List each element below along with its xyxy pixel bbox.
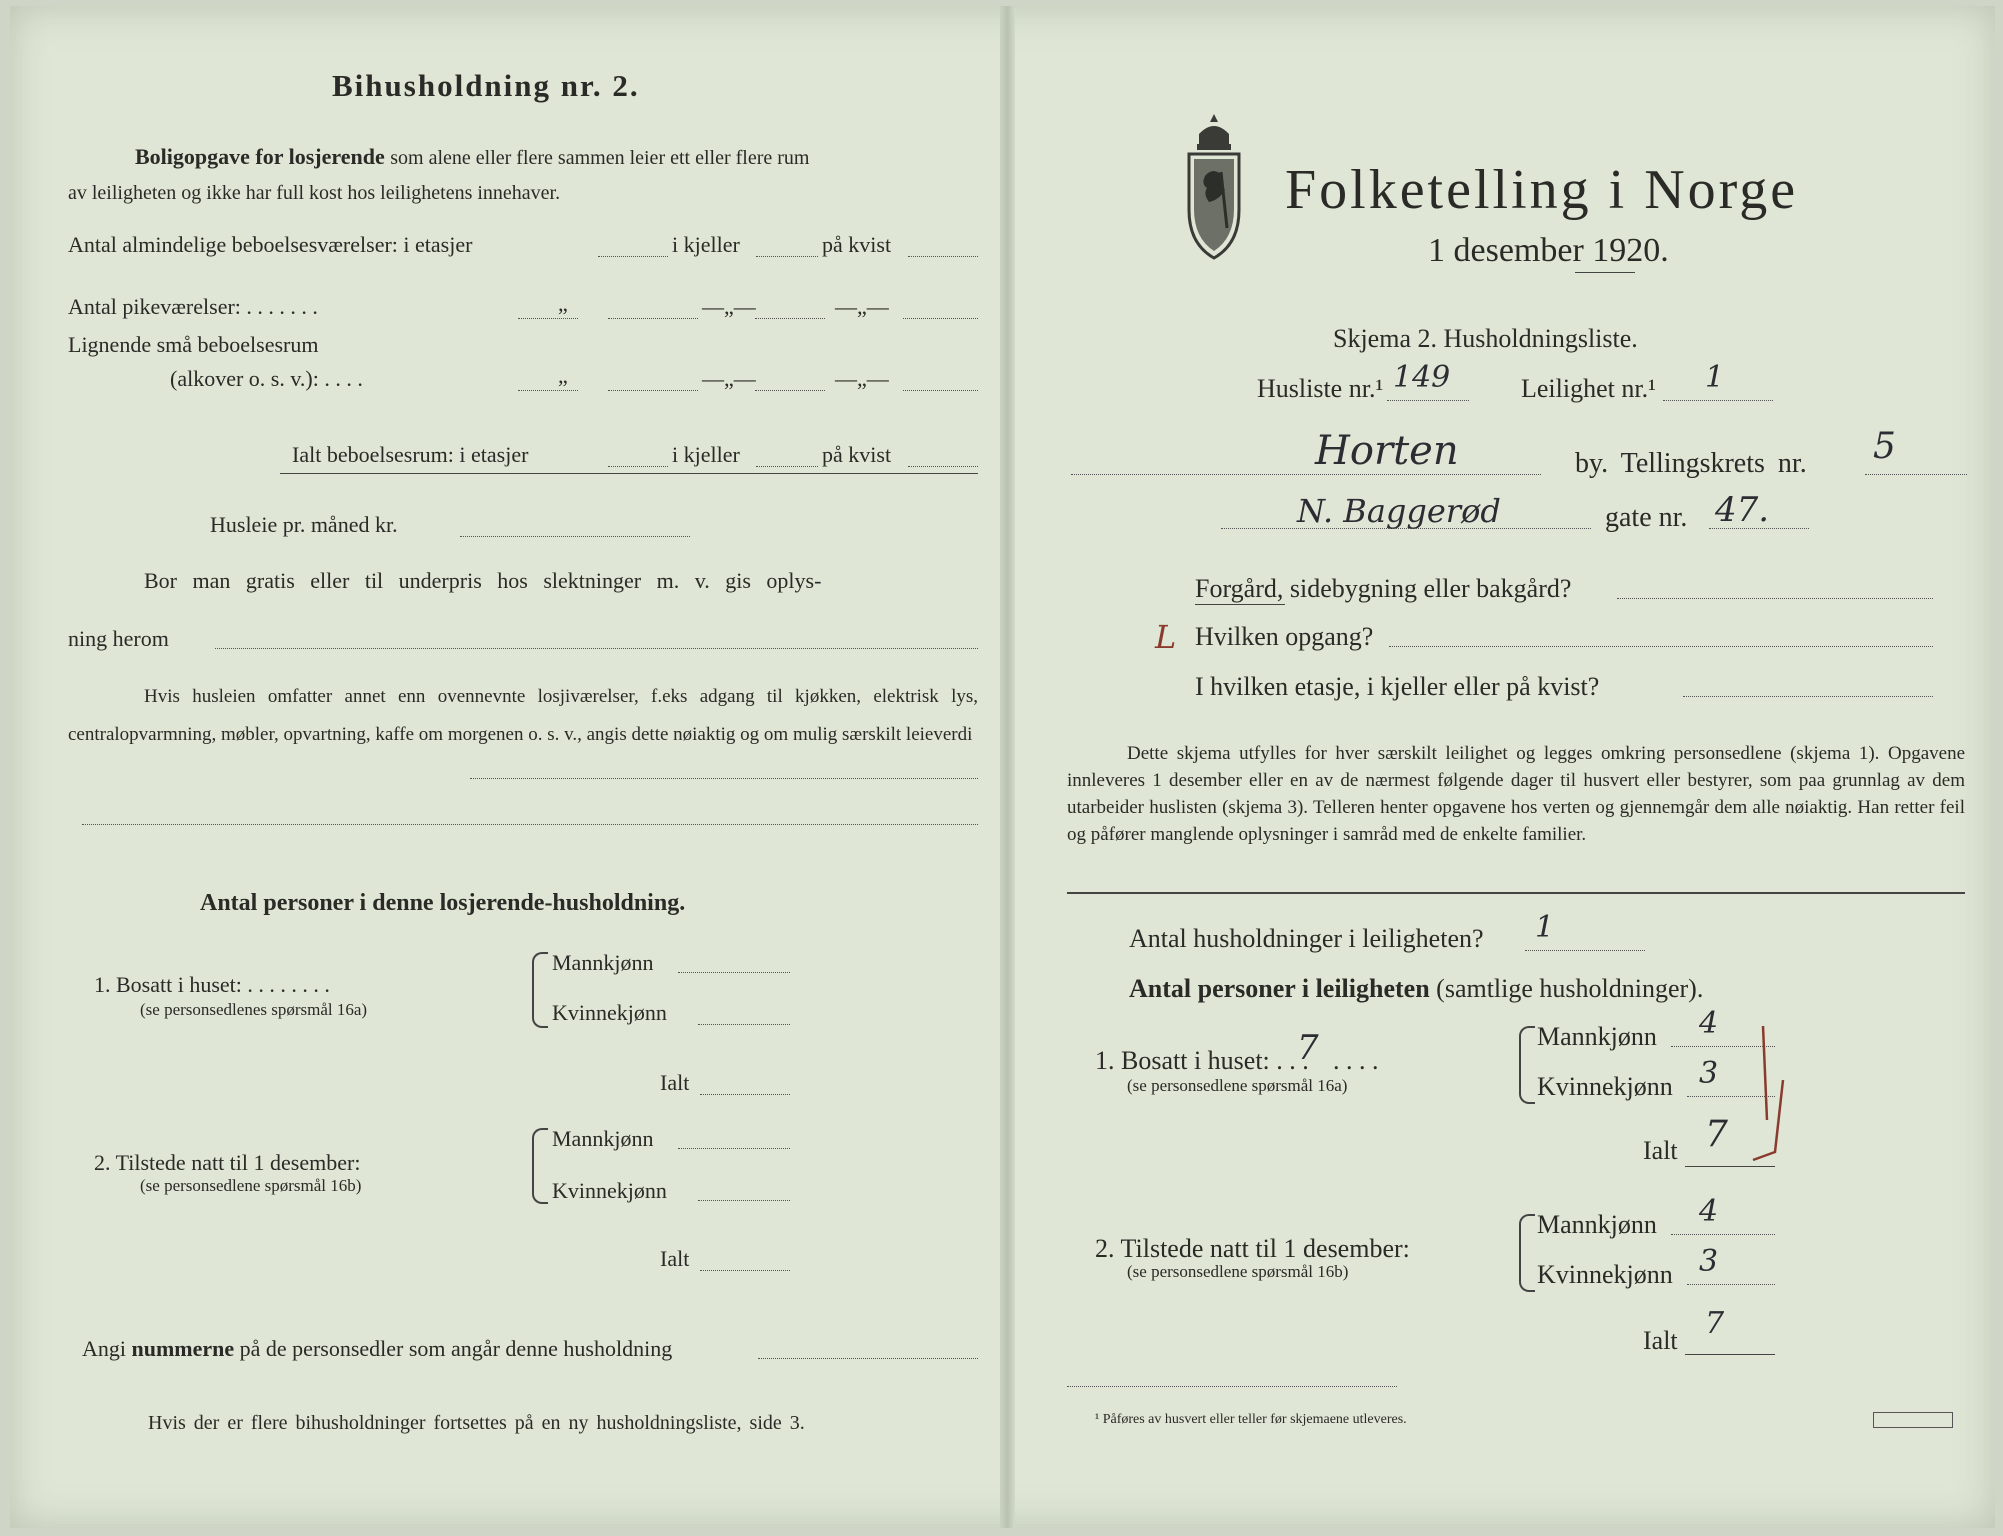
husliste-line: [1387, 400, 1469, 401]
rooms-kvist-label: på kvist: [822, 232, 892, 257]
q2-ialt-line[interactable]: [700, 1270, 790, 1271]
pike-ditto: „: [558, 291, 568, 316]
r-q1-brace: [1519, 1026, 1535, 1104]
left-page: [10, 6, 1000, 1528]
husliste-label: Husliste nr.¹: [1257, 374, 1384, 403]
r-q1-kvinne-value[interactable]: 3: [1699, 1056, 1719, 1091]
r-q1-mann-value[interactable]: 4: [1699, 1006, 1719, 1041]
husleie-label: Husleie pr. måned kr.: [210, 512, 398, 537]
ialt-kjeller-label: i kjeller: [672, 442, 740, 467]
footnote-rule: [1067, 1386, 1397, 1387]
lign-ditto-dash-2: —„—: [835, 366, 889, 391]
krets-value[interactable]: 5: [1873, 426, 1896, 467]
r-q2-label: 2. Tilstede natt til 1 desember:: [1095, 1234, 1410, 1263]
leilighet-line: [1663, 400, 1773, 401]
forgard-label: Forgård, sidebygning eller bakgård?: [1195, 574, 1572, 603]
hvis-paragraph: Hvis husleien omfatter annet enn ovennevnte losjiværelser, f.eks adgang til kjøkken, elektrisk lys, centralopvarmning, møbler, opvartning, kaffe om morgenen o. s. v., angis dette nøiaktig og om mulig særskilt leieverdi: [68, 686, 978, 745]
r-q1-label: 1. Bosatt i huset: . . .: [1095, 1046, 1309, 1075]
census-form-sheet: [10, 6, 1995, 1528]
r-q1-value[interactable]: 7: [1297, 1028, 1319, 1068]
city-value[interactable]: Horten: [1315, 428, 1459, 474]
intro-line-1: [135, 144, 809, 170]
q2-label: 2. Tilstede natt til 1 desember:: [94, 1150, 361, 1175]
footnote: ¹ Påføres av husvert eller teller før skjemaene utleveres.: [1095, 1412, 1407, 1427]
date-underline: [1575, 272, 1635, 273]
q2-mann-line[interactable]: [678, 1148, 790, 1149]
skjema-label: Skjema 2. Husholdningsliste.: [1333, 324, 1638, 353]
husliste-value[interactable]: 149: [1393, 360, 1451, 395]
gate-value[interactable]: 47.: [1715, 490, 1770, 530]
pike-etasjer-line[interactable]: [518, 318, 578, 319]
angi-input-line[interactable]: [758, 1358, 978, 1359]
coat-of-arms-icon: [1183, 110, 1245, 262]
gate-label: gate nr.: [1605, 502, 1688, 533]
r-q2-brace: [1519, 1214, 1535, 1292]
pike-ditto-dash-1: —„—: [702, 294, 756, 319]
ialt-etasjer-line[interactable]: [608, 466, 668, 467]
personer-bold: Antal personer i leiligheten: [1129, 974, 1430, 1003]
q2-kvinne-label: Kvinnekjønn: [552, 1178, 667, 1203]
q1-ialt-label: Ialt: [660, 1070, 690, 1095]
instruction-paragraph: Dette skjema utfylles for hver særskilt leilighet og legges omkring personsedlene (skjema 1). Opgavene innleveres 1 desember eller en av de nærmest følgende dager til husvert eller bestyrer, som paa grunnlag av dem utarbeider huslisten (skjema 3). Telleren henter opgavene hos verten og gjennemgår dem alle nøiaktig. Han retter feil og påfører manglende oplysninger i samråd med de enkelte familier.: [1067, 743, 1965, 845]
left-title: Bihusholdning nr. 2.: [332, 68, 640, 103]
intro-bold: Boligopgave for losjerende: [135, 144, 385, 169]
personer-heading: [1129, 974, 1703, 1004]
rooms-kjeller-label: i kjeller: [672, 232, 740, 257]
intro-line-2: av leiligheten og ikke har full kost hos leilighetens innehaver.: [68, 182, 561, 204]
rooms-kjeller-line[interactable]: [756, 256, 818, 257]
q1-kvinne-label: Kvinnekjønn: [552, 1000, 667, 1025]
lign-kvist-line-2[interactable]: [903, 390, 978, 391]
r-q2-mann-line: [1671, 1234, 1775, 1235]
q1-brace: [532, 952, 548, 1028]
q1-label: 1. Bosatt i huset: . . . . . . . .: [94, 972, 330, 997]
angi-line: [82, 1336, 672, 1362]
q1-ialt-line[interactable]: [700, 1094, 790, 1095]
husholdninger-line: [1525, 950, 1645, 951]
r-q2-mann-label: Mannkjønn: [1537, 1210, 1657, 1239]
r-q1-dots: . . . .: [1333, 1046, 1379, 1075]
antal-title: Antal personer i denne losjerende-husholdning.: [200, 890, 686, 916]
q2-sub: (se personsedlene spørsmål 16b): [140, 1176, 362, 1195]
husleie-line[interactable]: [460, 536, 690, 537]
opgang-label: Hvilken opgang?: [1195, 622, 1374, 651]
q2-ialt-label: Ialt: [660, 1246, 690, 1271]
q1-mann-line[interactable]: [678, 972, 790, 973]
husholdninger-value[interactable]: 1: [1535, 910, 1555, 945]
r-q1-sub: (se personsedlene spørsmål 16a): [1127, 1076, 1348, 1095]
krets-line: [1865, 474, 1967, 475]
q2-brace: [532, 1128, 548, 1204]
r-q2-kvinne-label: Kvinnekjønn: [1537, 1260, 1673, 1289]
right-title: Folketelling i Norge: [1285, 159, 1799, 221]
r-q2-kvinne-value[interactable]: 3: [1699, 1244, 1719, 1279]
ialt-rum-label: Ialt beboelsesrum: i etasjer: [292, 442, 529, 467]
r-q2-mann-value[interactable]: 4: [1699, 1194, 1719, 1229]
q2-mann-label: Mannkjønn: [552, 1126, 654, 1151]
q1-sub: (se personsedlenes spørsmål 16a): [140, 1000, 368, 1019]
pike-kjeller-line[interactable]: [608, 318, 698, 319]
pike-kvist-line[interactable]: [755, 318, 825, 319]
etasje-label: I hvilken etasje, i kjeller eller på kvist?: [1195, 672, 1600, 701]
q2-kvinne-line[interactable]: [698, 1200, 790, 1201]
angi-pre: Angi: [82, 1336, 126, 1361]
gratis-line[interactable]: [215, 648, 978, 649]
angi-bold: nummerne: [131, 1336, 235, 1361]
leieverdi-line-2[interactable]: [82, 824, 978, 825]
gate-line: [1709, 528, 1809, 529]
pike-kvist-line-2[interactable]: [903, 318, 978, 319]
pike-ditto-dash-2: —„—: [835, 294, 889, 319]
r-q1-kvinne-label: Kvinnekjønn: [1537, 1072, 1673, 1101]
rooms-etasjer-line[interactable]: [598, 256, 668, 257]
r-q2-ialt-label: Ialt: [1643, 1326, 1678, 1355]
r-q2-ialt-value[interactable]: 7: [1705, 1306, 1725, 1341]
lign-kvist-line[interactable]: [755, 390, 825, 391]
etasje-line[interactable]: [1683, 696, 1933, 697]
r-q2-sub: (se personsedlene spørsmål 16b): [1127, 1262, 1349, 1281]
lign-kjeller-line[interactable]: [608, 390, 698, 391]
street-value[interactable]: N. Baggerød: [1297, 492, 1501, 530]
leilighet-value[interactable]: 1: [1705, 360, 1725, 395]
q1-kvinne-line[interactable]: [698, 1024, 790, 1025]
center-fold: [1000, 6, 1015, 1528]
leieverdi-line[interactable]: [470, 778, 978, 779]
city-line: [1071, 474, 1541, 475]
census-date: 1 desember 1920.: [1428, 232, 1669, 269]
husholdninger-label: Antal husholdninger i leiligheten?: [1129, 924, 1484, 953]
gratis-line-2: ning herom: [68, 626, 169, 651]
left-footer: Hvis der er flere bihusholdninger fortsettes på en ny husholdningsliste, side 3.: [148, 1412, 805, 1434]
forgard-underline: [1195, 604, 1285, 605]
r-q2-ialt-line: [1685, 1354, 1775, 1355]
instruction-rule: [1067, 892, 1965, 894]
leilighet-label: Leilighet nr.¹: [1521, 374, 1656, 403]
personer-rest: (samtlige husholdninger).: [1436, 974, 1704, 1003]
ialt-kjeller-line[interactable]: [756, 466, 818, 467]
street-line: [1221, 528, 1591, 529]
lignende-label-1: Lignende små beboelsesrum: [68, 332, 319, 357]
forgard-line[interactable]: [1617, 598, 1933, 599]
printer-stamp: [1873, 1412, 1953, 1428]
rooms-label: Antal almindelige beboelsesværelser: i etasjer: [68, 232, 473, 257]
lignende-label-2: (alkover o. s. v.): . . . .: [170, 366, 363, 391]
rooms-kvist-line[interactable]: [908, 256, 978, 257]
r-q1-mann-label: Mannkjønn: [1537, 1022, 1657, 1051]
lign-ditto: „: [558, 363, 568, 388]
lign-ditto-dash-1: —„—: [702, 366, 756, 391]
ialt-underline: [280, 473, 978, 474]
opgang-line[interactable]: [1389, 646, 1933, 647]
lign-etasjer-line[interactable]: [518, 390, 578, 391]
ialt-kvist-label: på kvist: [822, 442, 892, 467]
by-label: by. Tellingskrets nr.: [1575, 448, 1807, 479]
right-page: [1015, 6, 1995, 1528]
pike-label: Antal pikeværelser: . . . . . . .: [68, 294, 318, 319]
intro-rest: som alene eller flere sammen leier ett eller flere rum: [390, 147, 810, 169]
r-q1-ialt-label: Ialt: [1643, 1136, 1678, 1165]
q1-mann-label: Mannkjønn: [552, 950, 654, 975]
r-q2-kvinne-line: [1687, 1284, 1775, 1285]
opgang-mark: L: [1155, 618, 1177, 656]
r-q1-ialt-value[interactable]: 7: [1705, 1114, 1728, 1155]
angi-post: på de personsedler som angår denne husholdning: [239, 1336, 673, 1361]
check-mark-icon: [1733, 1020, 1793, 1170]
ialt-kvist-line[interactable]: [908, 466, 978, 467]
gratis-line-1: Bor man gratis eller til underpris hos slektninger m. v. gis oplys-: [144, 568, 822, 593]
